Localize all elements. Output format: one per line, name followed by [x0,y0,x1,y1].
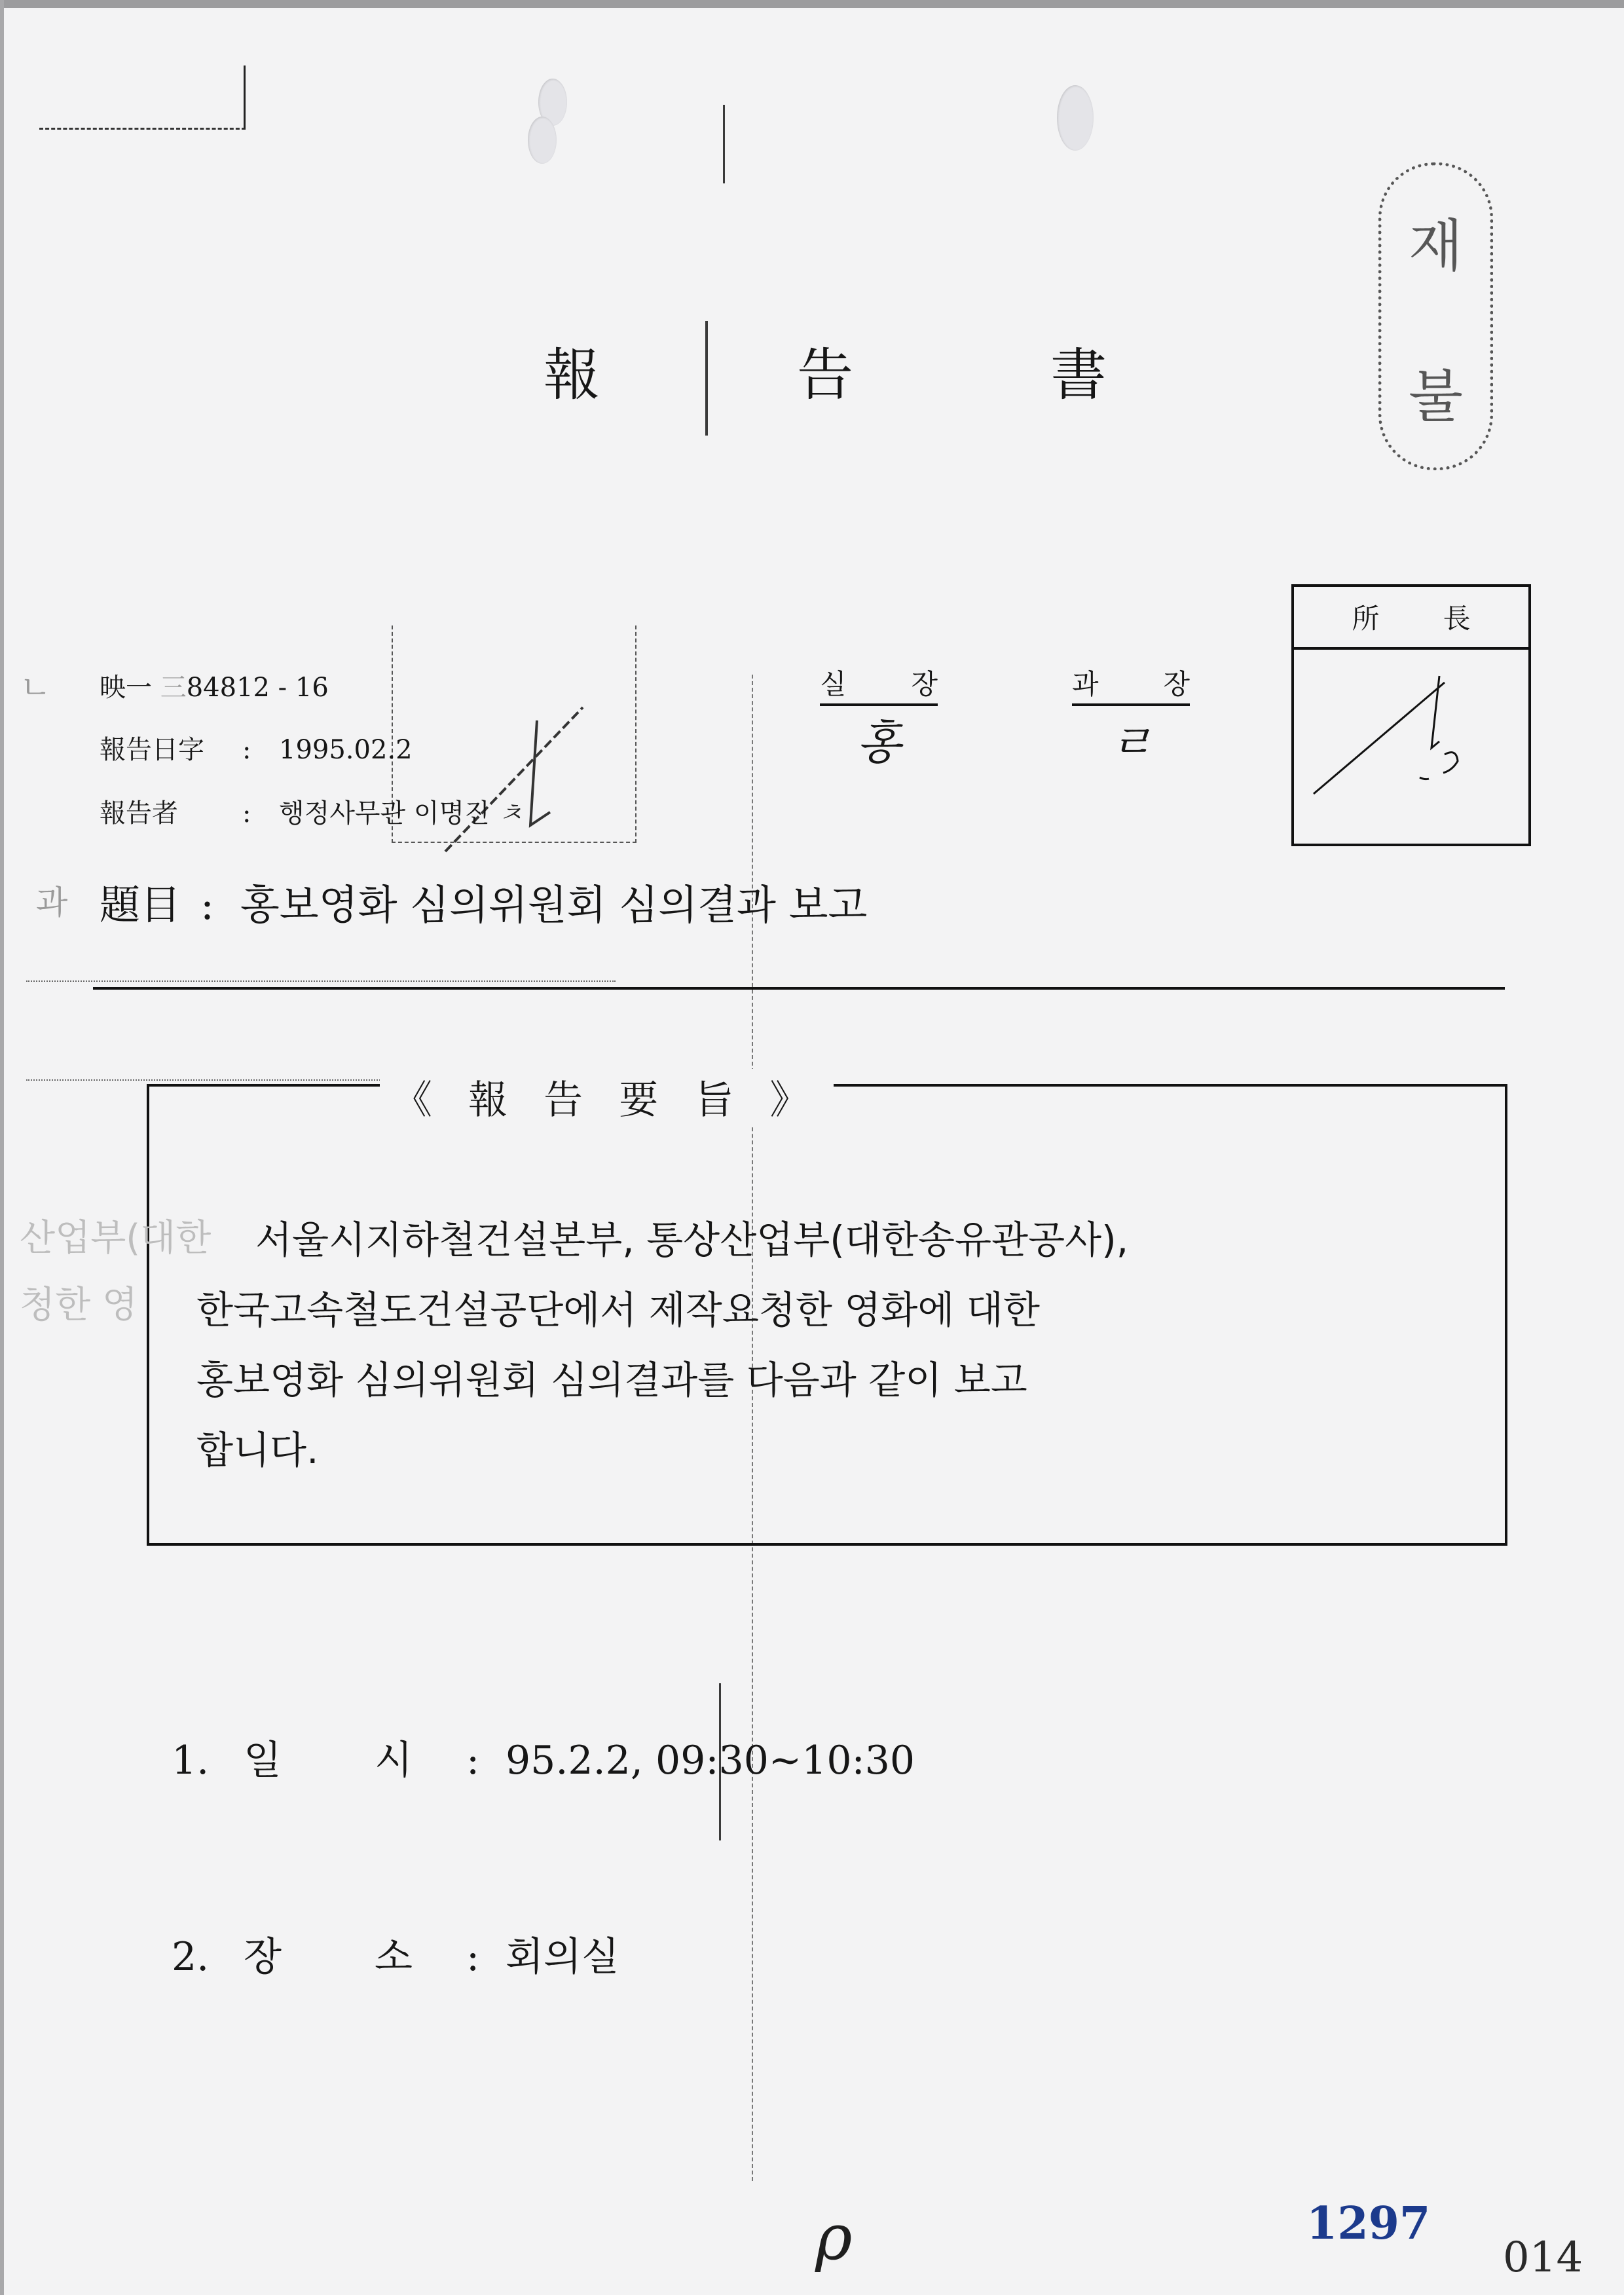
approval-section-chief-title [1072,663,1190,706]
item-datetime [172,1729,915,1785]
reporter-initial: ㅊ [489,798,524,829]
handwritten-slash-mark [419,694,616,878]
item-key [244,1729,466,1785]
approval-office-chief-title [820,663,938,706]
punch-hole-right [1057,85,1094,151]
ghost-bleed-text-2: 청한 영 [20,1284,138,1326]
reporter-label: 報告者 [100,798,178,829]
summary-line-4: 합니다. [196,1428,319,1472]
item-key-char: 장 [244,1934,282,1980]
report-date-label: 報告日字 [100,735,204,765]
approval-section-chief-signature: ㄹ [1109,716,1153,770]
scan-edge-top [0,0,1624,8]
scan-edge-left [0,0,4,2295]
seal-char-1: 재 [1408,214,1464,279]
director-title [1294,587,1528,650]
folio-number: 014 [1503,2233,1583,2282]
approval-title-char: 과 [1072,668,1099,700]
doc-number-value: 84812 - 16 [186,673,329,703]
subject-value: 홍보영화 심의위원회 심의결과 보고 [240,881,868,929]
item-key [244,1926,466,1982]
corner-crop-mark [39,65,246,130]
item-colon: : [466,1738,480,1783]
archive-seal-stamp [1378,162,1493,470]
report-date-value: 1995.02.2 [279,735,413,765]
approval-office-chief [820,663,938,772]
summary-line-3: 홍보영화 심의위원회 심의결과를 다음과 같이 보고 [196,1358,1027,1402]
subject-colon: : [200,881,214,929]
report-date-row [100,729,413,766]
handwritten-initial: ρ [815,2201,853,2274]
director-approval-box [1291,584,1531,846]
item-number: 2. [172,1934,210,1980]
director-title-char: 長 [1443,603,1471,635]
item-value: 95.2.2, 09:30~10:30 [506,1738,915,1783]
seal-char-2: 불 [1408,364,1464,430]
doc-number-mark: 三 [152,673,187,703]
faint-rule [26,980,616,983]
director-signature [1294,650,1530,846]
punch-hole-left-lower [528,117,557,164]
summary-heading: 《 報 告 要 旨 》 [380,1069,834,1125]
reporter-value: 행정사무관 이명진 [279,798,490,829]
page-number-stamp: 1297 [1306,2197,1431,2250]
item-key-char: 일 [244,1738,282,1783]
item-location [172,1926,619,1982]
ghost-bleed-text-1: 산업부(대한 [20,1217,212,1259]
summary-line-1: 서울시지하철건설본부, 통상산업부(대한송유관공사), [255,1218,1129,1262]
summary-line-2: 한국고속철도건설공단에서 제작요청한 영화에 대한 [196,1288,1040,1332]
doc-number-row [100,667,329,704]
item-colon: : [466,1934,480,1980]
doc-number-label: 映一 [100,673,152,703]
report-date-colon: : [242,735,251,765]
director-title-char: 所 [1352,603,1380,635]
approval-office-chief-signature: 홍 [857,716,901,770]
item-key-char: 시 [375,1738,413,1783]
approval-title-char: 장 [1163,668,1190,700]
subject-line [100,872,867,931]
title-char-2: 告 [797,343,853,408]
item-number: 1. [172,1738,210,1783]
title-char-3: 書 [1050,343,1107,408]
subject-label: 題目 [100,881,181,929]
reporter-colon: : [242,798,251,829]
item-key-char: 소 [375,1934,413,1980]
director-signature-area [1294,650,1528,846]
approval-section-chief [1072,663,1190,772]
item-value: 회의실 [506,1934,619,1980]
summary-body [196,1205,1493,1485]
margin-ghost-mark: ㄴ [20,669,52,707]
document-title [544,334,1107,406]
fold-line-top [723,105,725,183]
reporter-row [100,793,523,830]
approval-title-char: 실 [820,668,847,700]
subject-underline [93,987,1505,990]
margin-ghost-subject: 과 [36,884,68,922]
title-char-1: 報 [544,343,600,408]
approval-title-char: 장 [911,668,938,700]
